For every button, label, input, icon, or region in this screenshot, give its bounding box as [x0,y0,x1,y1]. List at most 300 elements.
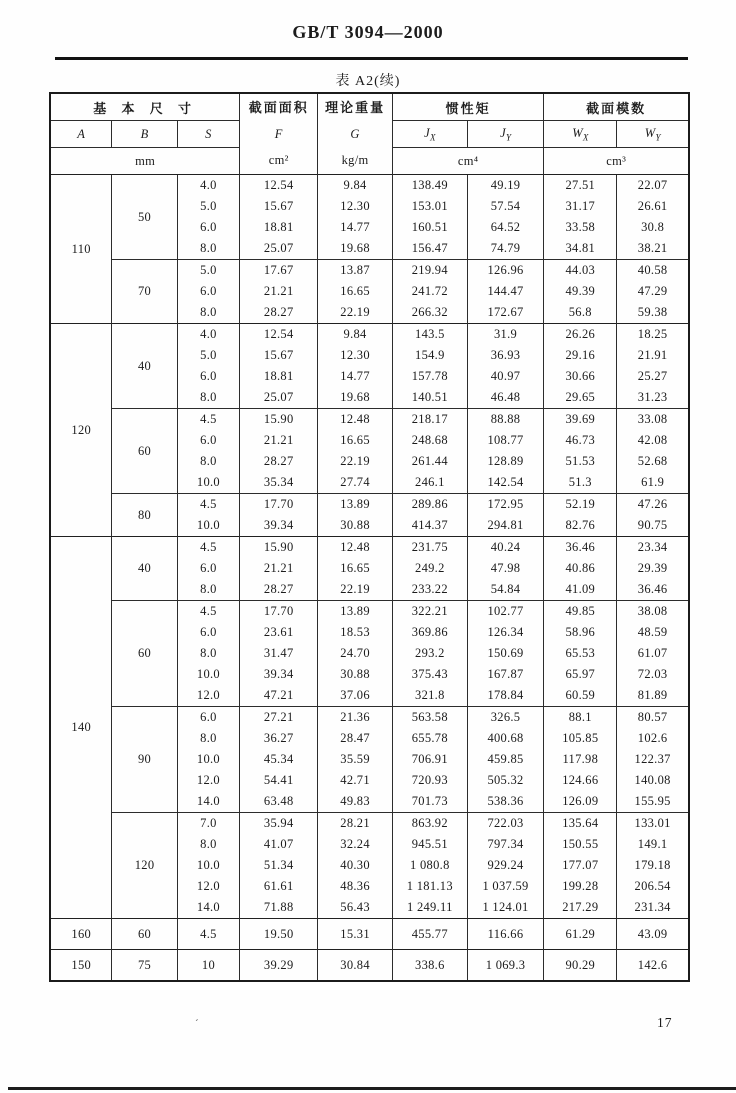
cell-wx: 90.29 [544,950,617,982]
cell-b: 60 [112,409,177,494]
cell-f: 39.29 [240,950,318,982]
cell-jy: 167.87 [467,664,544,685]
cell-s: 10.0 [177,515,240,537]
cell-jx: 219.94 [392,260,467,282]
cell-s: 12.0 [177,876,240,897]
cell-f: 15.67 [240,196,318,217]
cell-f: 28.27 [240,579,318,601]
cell-g: 12.48 [318,537,393,559]
cell-f: 54.41 [240,770,318,791]
cell-wx: 56.8 [544,302,617,324]
header-rule [55,57,688,60]
cell-jy: 929.24 [467,855,544,876]
cell-wx: 27.51 [544,175,617,197]
cell-f: 28.27 [240,302,318,324]
table-header [50,93,689,175]
cell-g: 9.84 [318,175,393,197]
cell-wy: 80.57 [617,707,689,729]
cell-jy: 1 037.59 [467,876,544,897]
cell-g: 9.84 [318,324,393,346]
cell-s: 6.0 [177,366,240,387]
cell-f: 21.21 [240,281,318,302]
header-col-B: B [112,121,177,148]
cell-s: 7.0 [177,813,240,835]
cell-jx: 1 181.13 [392,876,467,897]
cell-f: 12.54 [240,175,318,197]
cell-s: 6.0 [177,430,240,451]
cell-f: 23.61 [240,622,318,643]
cell-f: 21.21 [240,430,318,451]
cell-wx: 177.07 [544,855,617,876]
table-row [50,260,689,282]
cell-s: 4.5 [177,601,240,623]
cell-wx: 49.85 [544,601,617,623]
cell-f: 35.34 [240,472,318,494]
cell-jx: 293.2 [392,643,467,664]
cell-jx: 706.91 [392,749,467,770]
cell-b: 40 [112,537,177,601]
cell-s: 10.0 [177,664,240,685]
cell-wx: 41.09 [544,579,617,601]
cell-jx: 1 080.8 [392,855,467,876]
cell-s: 6.0 [177,707,240,729]
cell-wx: 199.28 [544,876,617,897]
cell-g: 15.31 [318,919,393,950]
header-basic-dimensions: 基 本 尺 寸 [50,93,240,121]
cell-s: 4.5 [177,494,240,516]
cell-s: 10 [177,950,240,982]
cell-g: 22.19 [318,579,393,601]
cell-wy: 61.07 [617,643,689,664]
cell-wx: 34.81 [544,238,617,260]
table-body [50,175,689,982]
cell-g: 42.71 [318,770,393,791]
cell-g: 48.36 [318,876,393,897]
cell-wx: 33.58 [544,217,617,238]
header-row-groups [50,93,689,121]
cell-wy: 155.95 [617,791,689,813]
cell-jx: 218.17 [392,409,467,431]
cell-g: 28.21 [318,813,393,835]
cell-wy: 38.21 [617,238,689,260]
cell-jx: 248.68 [392,430,467,451]
cell-wx: 105.85 [544,728,617,749]
cell-b: 75 [112,950,177,982]
cell-f: 15.67 [240,345,318,366]
cell-jy: 40.24 [467,537,544,559]
cell-b: 80 [112,494,177,537]
cell-wx: 82.76 [544,515,617,537]
cell-g: 37.06 [318,685,393,707]
cell-f: 63.48 [240,791,318,813]
cell-jy: 400.68 [467,728,544,749]
cell-s: 8.0 [177,302,240,324]
cell-s: 5.0 [177,196,240,217]
cell-wx: 135.64 [544,813,617,835]
cell-jy: 172.95 [467,494,544,516]
cell-f: 21.21 [240,558,318,579]
cell-jy: 797.34 [467,834,544,855]
cell-s: 8.0 [177,451,240,472]
cell-g: 30.88 [318,664,393,685]
cell-wx: 39.69 [544,409,617,431]
header-col-Wx: $W_X$ [544,121,617,148]
cell-s: 8.0 [177,238,240,260]
stray-ink-mark: ˊ [195,1018,199,1030]
cell-f: 12.54 [240,324,318,346]
cell-wy: 23.34 [617,537,689,559]
cell-s: 8.0 [177,834,240,855]
cell-jy: 57.54 [467,196,544,217]
cell-jx: 289.86 [392,494,467,516]
cell-wx: 51.53 [544,451,617,472]
cell-wx: 126.09 [544,791,617,813]
cell-wy: 26.61 [617,196,689,217]
cell-s: 6.0 [177,217,240,238]
cell-jy: 144.47 [467,281,544,302]
cell-wx: 117.98 [544,749,617,770]
cell-wx: 61.29 [544,919,617,950]
header-area-symbol: F [274,127,283,141]
cell-wy: 52.68 [617,451,689,472]
cell-jx: 375.43 [392,664,467,685]
cell-wx: 26.26 [544,324,617,346]
cell-wx: 29.16 [544,345,617,366]
cell-wy: 31.23 [617,387,689,409]
cell-jx: 369.86 [392,622,467,643]
cell-f: 15.90 [240,409,318,431]
cell-wy: 25.27 [617,366,689,387]
cell-f: 25.07 [240,387,318,409]
cell-b: 90 [112,707,177,813]
cell-jy: 64.52 [467,217,544,238]
cell-s: 8.0 [177,579,240,601]
cell-jx: 945.51 [392,834,467,855]
cell-jy: 1 124.01 [467,897,544,919]
cell-wx: 217.29 [544,897,617,919]
cell-jy: 178.84 [467,685,544,707]
cell-wx: 65.53 [544,643,617,664]
table-row [50,950,689,982]
cell-s: 8.0 [177,387,240,409]
cell-g: 22.19 [318,302,393,324]
cell-wx: 52.19 [544,494,617,516]
cell-wy: 43.09 [617,919,689,950]
cell-b: 70 [112,260,177,324]
cell-jx: 154.9 [392,345,467,366]
cell-jy: 46.48 [467,387,544,409]
cell-wy: 22.07 [617,175,689,197]
cell-wy: 18.25 [617,324,689,346]
cell-jy: 108.77 [467,430,544,451]
cell-jx: 143.5 [392,324,467,346]
cell-wy: 47.26 [617,494,689,516]
table-row [50,175,689,197]
cell-wy: 231.34 [617,897,689,919]
header-col-A: A [50,121,112,148]
cell-wy: 29.39 [617,558,689,579]
cell-jy: 74.79 [467,238,544,260]
header-col-Jy: $J_Y$ [467,121,544,148]
table-row [50,324,689,346]
cell-s: 5.0 [177,260,240,282]
cell-b: 40 [112,324,177,409]
cell-wy: 206.54 [617,876,689,897]
cell-wx: 65.97 [544,664,617,685]
cell-g: 13.87 [318,260,393,282]
table-row [50,919,689,950]
cell-f: 39.34 [240,515,318,537]
cell-jx: 138.49 [392,175,467,197]
cell-jx: 249.2 [392,558,467,579]
cell-f: 35.94 [240,813,318,835]
cell-g: 40.30 [318,855,393,876]
cell-f: 17.70 [240,494,318,516]
scan-edge-line [8,1087,736,1090]
cell-g: 35.59 [318,749,393,770]
cell-s: 14.0 [177,897,240,919]
cell-wy: 21.91 [617,345,689,366]
cell-b: 120 [112,813,177,919]
header-unit-mm: mm [50,148,240,175]
cell-f: 18.81 [240,217,318,238]
cell-s: 12.0 [177,685,240,707]
table-row [50,409,689,431]
header-area-unit: cm² [268,153,289,167]
cell-b: 50 [112,175,177,260]
cell-wx: 30.66 [544,366,617,387]
header-weight-label: 理论重量 [325,100,386,115]
cell-s: 12.0 [177,770,240,791]
cell-g: 24.70 [318,643,393,664]
cell-g: 28.47 [318,728,393,749]
cell-g: 18.53 [318,622,393,643]
cell-f: 27.21 [240,707,318,729]
cell-wx: 44.03 [544,260,617,282]
cell-f: 25.07 [240,238,318,260]
cell-jx: 655.78 [392,728,467,749]
cell-g: 19.68 [318,387,393,409]
cell-jx: 231.75 [392,537,467,559]
section-properties-table [49,92,690,982]
cell-jy: 126.34 [467,622,544,643]
cell-wy: 140.08 [617,770,689,791]
cell-jx: 1 249.11 [392,897,467,919]
table-row [50,813,689,835]
cell-wx: 124.66 [544,770,617,791]
cell-g: 27.74 [318,472,393,494]
cell-f: 61.61 [240,876,318,897]
cell-s: 8.0 [177,728,240,749]
cell-g: 16.65 [318,558,393,579]
cell-jy: 116.66 [467,919,544,950]
cell-jy: 49.19 [467,175,544,197]
cell-f: 45.34 [240,749,318,770]
cell-f: 41.07 [240,834,318,855]
cell-f: 71.88 [240,897,318,919]
cell-f: 17.70 [240,601,318,623]
cell-jy: 505.32 [467,770,544,791]
cell-jy: 126.96 [467,260,544,282]
cell-jy: 31.9 [467,324,544,346]
header-section-area [240,93,318,175]
cell-g: 12.30 [318,196,393,217]
header-weight-unit: kg/m [341,153,369,167]
cell-wx: 88.1 [544,707,617,729]
cell-s: 4.0 [177,324,240,346]
cell-wy: 81.89 [617,685,689,707]
cell-wy: 90.75 [617,515,689,537]
cell-s: 8.0 [177,643,240,664]
cell-s: 6.0 [177,558,240,579]
page-number: 17 [657,1015,673,1030]
cell-g: 12.30 [318,345,393,366]
cell-s: 5.0 [177,345,240,366]
cell-f: 39.34 [240,664,318,685]
cell-g: 16.65 [318,281,393,302]
cell-g: 19.68 [318,238,393,260]
cell-jx: 233.22 [392,579,467,601]
cell-jx: 563.58 [392,707,467,729]
cell-a: 140 [50,537,112,919]
cell-s: 4.5 [177,409,240,431]
cell-jx: 156.47 [392,238,467,260]
cell-jx: 153.01 [392,196,467,217]
cell-s: 4.5 [177,537,240,559]
cell-g: 13.89 [318,494,393,516]
cell-wx: 58.96 [544,622,617,643]
cell-wx: 40.86 [544,558,617,579]
cell-wy: 133.01 [617,813,689,835]
cell-wy: 122.37 [617,749,689,770]
cell-jx: 414.37 [392,515,467,537]
cell-jy: 88.88 [467,409,544,431]
cell-s: 10.0 [177,855,240,876]
cell-jx: 720.93 [392,770,467,791]
cell-wx: 46.73 [544,430,617,451]
cell-jx: 321.8 [392,685,467,707]
cell-wy: 149.1 [617,834,689,855]
header-area-label: 截面面积 [248,100,309,115]
cell-jx: 863.92 [392,813,467,835]
cell-jx: 455.77 [392,919,467,950]
cell-g: 16.65 [318,430,393,451]
cell-jy: 459.85 [467,749,544,770]
cell-s: 4.0 [177,175,240,197]
cell-f: 51.34 [240,855,318,876]
cell-g: 12.48 [318,409,393,431]
cell-g: 22.19 [318,451,393,472]
cell-jx: 241.72 [392,281,467,302]
cell-wy: 48.59 [617,622,689,643]
table-row [50,707,689,729]
cell-jx: 338.6 [392,950,467,982]
cell-wy: 102.6 [617,728,689,749]
document-number: GB/T 3094—2000 [292,22,444,42]
cell-g: 21.36 [318,707,393,729]
cell-s: 10.0 [177,472,240,494]
cell-f: 28.27 [240,451,318,472]
cell-jy: 722.03 [467,813,544,835]
cell-wx: 31.17 [544,196,617,217]
cell-wx: 49.39 [544,281,617,302]
cell-wx: 29.65 [544,387,617,409]
cell-a: 160 [50,919,112,950]
cell-wy: 40.58 [617,260,689,282]
cell-g: 30.88 [318,515,393,537]
cell-wx: 36.46 [544,537,617,559]
cell-jy: 36.93 [467,345,544,366]
cell-f: 36.27 [240,728,318,749]
cell-a: 150 [50,950,112,982]
cell-jy: 128.89 [467,451,544,472]
table-row [50,494,689,516]
cell-s: 6.0 [177,622,240,643]
cell-jy: 538.36 [467,791,544,813]
cell-g: 49.83 [318,791,393,813]
cell-g: 14.77 [318,217,393,238]
cell-wy: 47.29 [617,281,689,302]
cell-s: 6.0 [177,281,240,302]
cell-g: 13.89 [318,601,393,623]
cell-jx: 322.21 [392,601,467,623]
header-section-modulus: 截面模数 [544,93,689,121]
header-weight-symbol: G [350,127,360,141]
cell-s: 14.0 [177,791,240,813]
cell-jy: 47.98 [467,558,544,579]
table-row [50,537,689,559]
header-theoretical-weight [318,93,393,175]
cell-g: 56.43 [318,897,393,919]
cell-wx: 60.59 [544,685,617,707]
cell-jy: 172.67 [467,302,544,324]
cell-wx: 51.3 [544,472,617,494]
cell-f: 18.81 [240,366,318,387]
cell-jx: 701.73 [392,791,467,813]
table-row [50,601,689,623]
cell-a: 110 [50,175,112,324]
cell-jy: 326.5 [467,707,544,729]
header-col-S: S [177,121,240,148]
cell-jy: 1 069.3 [467,950,544,982]
cell-jx: 160.51 [392,217,467,238]
header-unit-cm3: cm³ [544,148,689,175]
header-moment-of-inertia: 惯性矩 [392,93,543,121]
cell-wy: 36.46 [617,579,689,601]
cell-jy: 40.97 [467,366,544,387]
cell-a: 120 [50,324,112,537]
header-col-Jx: $J_X$ [392,121,467,148]
cell-jy: 102.77 [467,601,544,623]
cell-wy: 38.08 [617,601,689,623]
cell-b: 60 [112,601,177,707]
cell-jy: 142.54 [467,472,544,494]
cell-s: 4.5 [177,919,240,950]
header-col-Wy: $W_Y$ [617,121,689,148]
header-unit-cm4: cm⁴ [392,148,543,175]
cell-wx: 150.55 [544,834,617,855]
cell-g: 30.84 [318,950,393,982]
cell-wy: 72.03 [617,664,689,685]
cell-wy: 61.9 [617,472,689,494]
cell-jx: 266.32 [392,302,467,324]
cell-b: 60 [112,919,177,950]
cell-f: 31.47 [240,643,318,664]
cell-g: 14.77 [318,366,393,387]
cell-jx: 157.78 [392,366,467,387]
cell-f: 15.90 [240,537,318,559]
cell-jy: 54.84 [467,579,544,601]
